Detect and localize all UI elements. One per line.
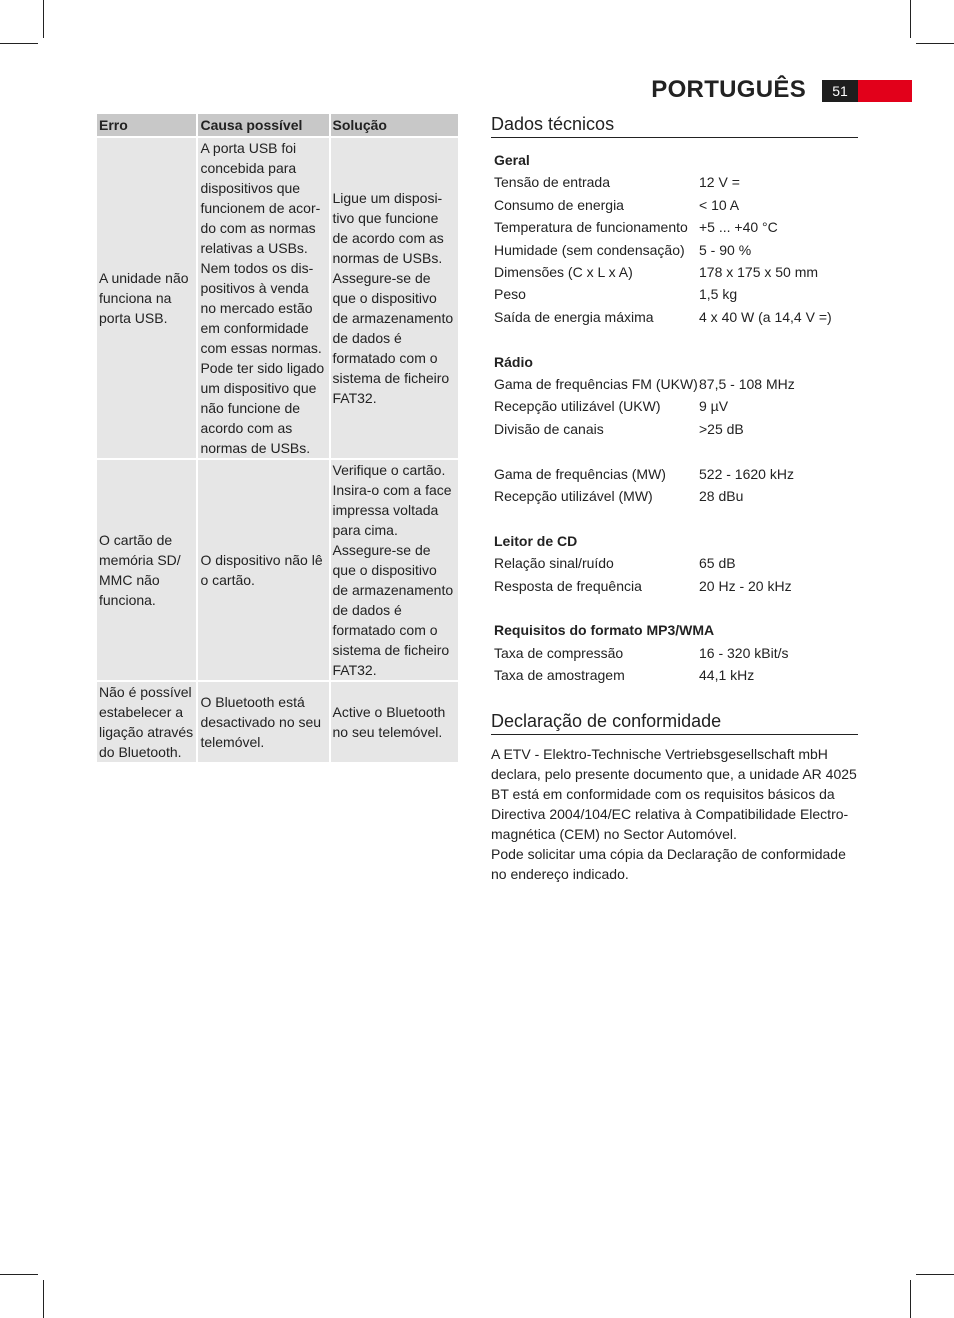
spec-row (494, 552, 858, 574)
cause-cell: A porta USB foi concebida para dispositivos que funcionem de acor-do com as normas relativas a USBs. Nem todos os dis-positivos à venda no mercado estão em conformidade com essas normas. Pode ter sido ligado um dispositivo que não funcione de acordo com as normas de USBs. (198, 138, 328, 458)
cause-cell: O Bluetooth está desactivado no seu telemóvel. (198, 682, 328, 762)
tech-data-heading: Dados técnicos (491, 114, 858, 138)
error-cell: O cartão de memória SD/ MMC não funciona. (97, 460, 196, 680)
spec-label: Consumo de energia (494, 196, 624, 213)
spec-label: Recepção utilizável (MW) (494, 488, 653, 505)
spec-label: Gama de frequências FM (UKW) (494, 376, 698, 393)
spec-row (494, 373, 858, 395)
spec-value: 20 Hz - 20 kHz (699, 577, 792, 594)
spec-row (494, 664, 858, 686)
spec-label: Taxa de amostragem (494, 667, 625, 684)
spec-label: Relação sinal/ruído (494, 555, 614, 572)
crop-mark (910, 1280, 911, 1318)
page-number: 51 (822, 80, 858, 102)
spec-value: 87,5 - 108 MHz (699, 376, 795, 393)
spec-value: 28 dBu (699, 488, 744, 505)
column-header-cause: Causa possível (198, 114, 328, 136)
spec-value: 178 x 175 x 50 mm (699, 264, 819, 281)
spec-value: +5 ... +40 °C (699, 219, 778, 236)
tech-data-list (494, 149, 858, 687)
error-table (95, 112, 460, 764)
spec-label: Divisão de canais (494, 420, 604, 437)
accent-bar (858, 80, 912, 102)
declaration-paragraph: Pode solicitar uma cópia da Declaração de conformidade no endereço indicado. (491, 846, 846, 882)
error-cell: A unidade não funciona na porta USB. (97, 138, 196, 458)
crop-mark (43, 0, 44, 38)
page-title: PORTUGUÊS (651, 76, 806, 103)
crop-mark (0, 1274, 38, 1275)
spec-label: Saída de energia máxima (494, 308, 654, 325)
table-row (97, 460, 458, 680)
spacer (494, 440, 858, 462)
spacer (494, 507, 858, 529)
spec-value: 5 - 90 % (699, 241, 752, 258)
spec-label: Gama de frequências (MW) (494, 465, 666, 482)
spec-row (494, 239, 858, 261)
spec-row (494, 283, 858, 305)
spec-label: Recepção utilizável (UKW) (494, 398, 661, 415)
spec-value: 9 µV (699, 398, 729, 415)
declaration-text (491, 744, 861, 884)
spacer (494, 597, 858, 619)
table-header-row (97, 114, 458, 136)
crop-mark (916, 43, 954, 44)
spec-group-title: Requisitos do formato MP3/WMA (494, 622, 715, 639)
spec-value: 44,1 kHz (699, 667, 755, 684)
spec-label: Dimensões (C x L x A) (494, 264, 633, 281)
table-row (97, 682, 458, 762)
spacer (494, 328, 858, 350)
spec-label: Temperatura de funcionamento (494, 219, 688, 236)
spec-group-title: Leitor de CD (494, 532, 578, 549)
crop-mark (0, 43, 38, 44)
spec-group-title: Rádio (494, 353, 533, 370)
spec-row (494, 463, 858, 485)
spec-value: 65 dB (699, 555, 736, 572)
spec-value: 12 V = (699, 174, 740, 191)
spec-label: Humidade (sem condensação) (494, 241, 685, 258)
crop-mark (916, 1274, 954, 1275)
column-header-solution: Solução (331, 114, 459, 136)
spec-label: Peso (494, 286, 526, 303)
crop-mark (910, 0, 911, 38)
spec-row (494, 171, 858, 193)
spec-row (494, 485, 858, 507)
table-row (97, 138, 458, 458)
spec-row (494, 418, 858, 440)
cause-cell: O dispositivo não lê o cartão. (198, 460, 328, 680)
solution-cell: Verifique o cartão. Insira-o com a face impressa voltada para cima. Assegure-se de que o dispositivo de armazenamento de dados é formatado com o sistema de ficheiro FAT32. (331, 460, 459, 680)
spec-label: Resposta de frequência (494, 577, 642, 594)
spec-value: 1,5 kg (699, 286, 738, 303)
column-header-error: Erro (97, 114, 196, 136)
spec-label: Taxa de compressão (494, 644, 624, 661)
spec-row (494, 216, 858, 238)
solution-cell: Ligue um disposi-tivo que funcione de acordo com as normas de USBs. Assegure-se de que o dispositivo de armazenamento de dados é formatado com o sistema de ficheiro FAT32. (331, 138, 459, 458)
spec-row (494, 194, 858, 216)
spec-group-title: Geral (494, 152, 530, 168)
declaration-heading: Declaração de conformidade (491, 711, 858, 735)
spec-value: >25 dB (699, 420, 744, 437)
spec-row (494, 395, 858, 417)
error-cell: Não é possível estabelecer a ligação através do Bluetooth. (97, 682, 196, 762)
spec-value: 4 x 40 W (a 14,4 V =) (699, 308, 832, 325)
spec-value: 16 - 320 kBit/s (699, 644, 789, 661)
spec-row (494, 642, 858, 664)
spec-row (494, 261, 858, 283)
crop-mark (43, 1280, 44, 1318)
spec-label: Tensão de entrada (494, 174, 610, 191)
spec-row (494, 575, 858, 597)
declaration-paragraph: A ETV - Elektro-Technische Vertriebsgesellschaft mbH declara, pelo presente documento que, a unidade AR 4025 BT está em conformidade com os requisitos básicos da Directiva 2004/104/EC relativa à Compatibilidade Electro-magnética (CEM) no Sector Automóvel. (491, 746, 857, 842)
spec-value: 522 - 1620 kHz (699, 465, 794, 482)
spec-value: < 10 A (699, 196, 740, 213)
solution-cell: Active o Bluetooth no seu telemóvel. (331, 682, 459, 762)
spec-row (494, 306, 858, 328)
